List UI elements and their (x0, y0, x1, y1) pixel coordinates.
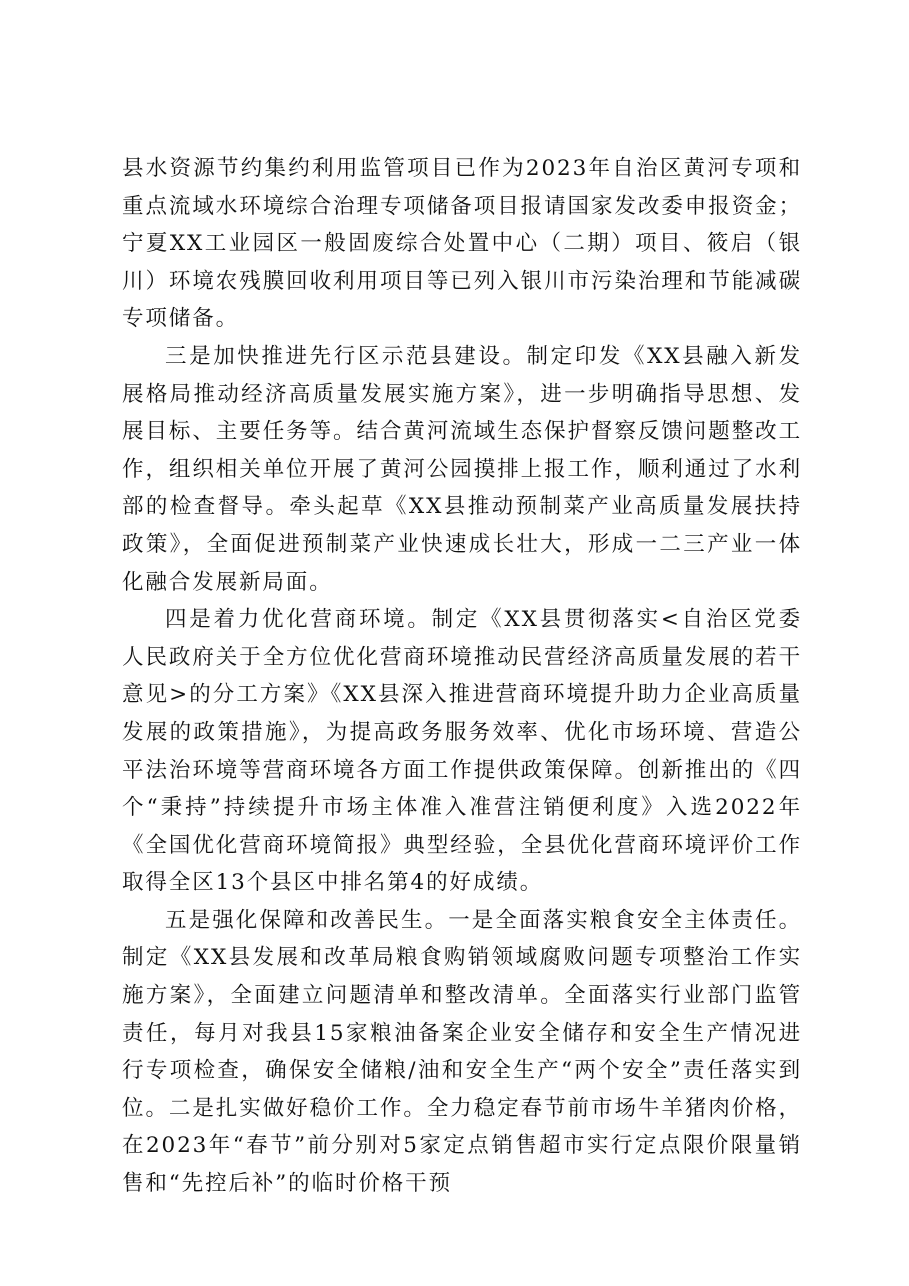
paragraph-demonstration-county: 三是加快推进先行区示范县建设。制定印发《XX县融入新发展格局推动经济高质量发展实施方案》，进一步明确指导思想、发展目标、主要任务等。结合黄河流域生态保护督察反馈问题整改工作，组织相关单位开展了黄河公园摸排上报工作，顺利通过了水利部的检查督导。牵头起草《XX县推动预制菜产业高质量发展扶持政策》，全面促进预制菜产业快速成长壮大，形成一二三产业一体化融合发展新局面。 (122, 343, 802, 595)
paragraph-continuation: 县水资源节约集约利用监管项目已作为2023年自治区黄河专项和重点流域水环境综合治理专项储备项目报请国家发改委申报资金；宁夏XX工业园区一般固废综合处置中心（二期）项目、筱启（银川）环境农残膜回收利用项目等已列入银川市污染治理和节能减碳专项储备。 (122, 156, 802, 332)
document-body (122, 150, 802, 1203)
paragraph-livelihood: 五是强化保障和改善民生。一是全面落实粮食安全主体责任。制定《XX县发展和改革局粮食购销领域腐败问题专项整治工作实施方案》，全面建立问题清单和整改清单。全面落实行业部门监管责任，每月对我县15家粮油备案企业安全储存和安全生产情况进行专项检查，确保安全储粮/油和安全生产“两个安全”责任落实到位。二是扎实做好稳价工作。全力稳定春节前市场牛羊猪肉价格，在2023年“春节”前分别对5家定点销售超市实行定点限价限量销售和“先控后补”的临时价格干预 (122, 907, 802, 1197)
paragraph-business-environment: 四是着力优化营商环境。制定《XX县贯彻落实<自治区党委人民政府关于全方位优化营商环境推动民营经济高质量发展的若干意见>的分工方案》《XX县深入推进营商环境提升助力企业高质量发展的政策措施》，为提高政务服务效率、优化市场环境、营造公平法治环境等营商环境各方面工作提供政策保障。创新推出的《四个“秉持”持续提升市场主体准入准营注销便利度》入选2022年《全国优化营商环境简报》典型经验，全县优化营商环境评价工作取得全区13个县区中排名第4的好成绩。 (122, 607, 802, 896)
